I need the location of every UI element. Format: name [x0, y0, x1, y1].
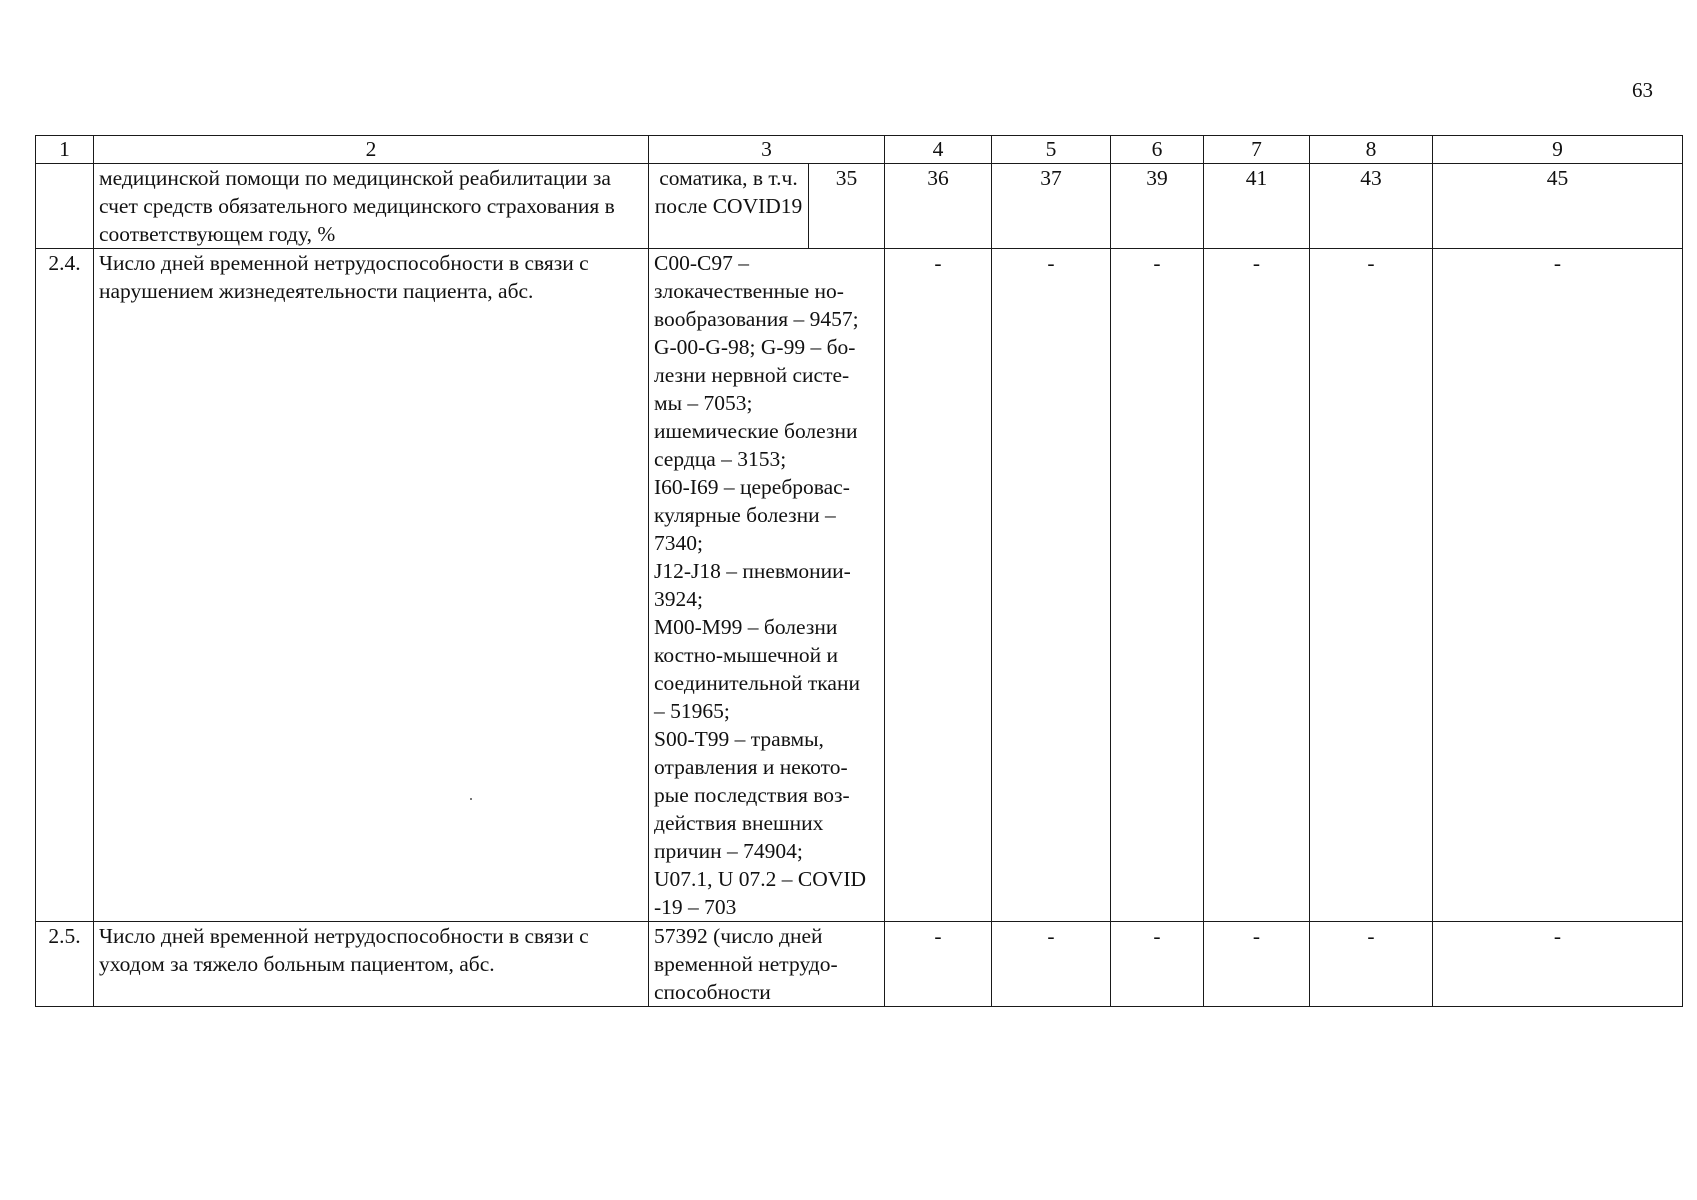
value-cell: -	[885, 249, 992, 922]
indicator-condition: соматика, в т.ч. после COVID19	[649, 164, 809, 249]
row-number: 2.5.	[36, 922, 94, 1007]
row-number	[36, 164, 94, 249]
indicator-name: Число дней временной нетрудоспособности в связи с уходом за тяжело больным пациентом, абс.	[94, 922, 649, 1007]
value-cell: 45	[1433, 164, 1683, 249]
base-value: 35	[809, 164, 885, 249]
header-cell: 1	[36, 136, 94, 164]
value-cell: -	[1204, 922, 1310, 1007]
value-cell: -	[992, 249, 1111, 922]
value-cell: -	[885, 922, 992, 1007]
page-number: 63	[1632, 78, 1653, 102]
header-cell: 5	[992, 136, 1111, 164]
header-cell: 9	[1433, 136, 1683, 164]
value-cell: -	[1310, 249, 1433, 922]
indicator-condition: С00-С97 – злокачественные но- вообразования – 9457; G-00-G-98; G-99 – бо- лезни нервной систе- мы – 7053; ишемические болезни сердца – 3153; I60-I69 – цереброваc- кулярные болезни – 7340; J12-J18 – пневмонии- 3924; М00-М99 – болезни костно-мышечной и соединительной ткани – 51965; S00-Т99 – травмы, отравления и некото- рые последствия воз- действия внешних причин – 74904; U07.1, U 07.2 – COVID -19 – 703	[649, 249, 885, 922]
value-cell: 39	[1111, 164, 1204, 249]
value-cell: -	[1111, 249, 1204, 922]
header-cell: 7	[1204, 136, 1310, 164]
value-cell: -	[1111, 922, 1204, 1007]
indicator-name: медицинской помощи по медицинской реабилитации за счет средств обязательного медицинского страхования в соответствующем году, %	[94, 164, 649, 249]
header-cell: 2	[94, 136, 649, 164]
indicator-condition: 57392 (число дней временной нетрудо- способности	[649, 922, 885, 1007]
value-cell: 37	[992, 164, 1111, 249]
header-cell: 4	[885, 136, 992, 164]
value-cell: -	[992, 922, 1111, 1007]
table-row	[36, 922, 1683, 1007]
indicators-table	[35, 135, 1683, 1007]
row-number: 2.4.	[36, 249, 94, 922]
value-cell: 36	[885, 164, 992, 249]
value-cell: -	[1433, 922, 1683, 1007]
table-row	[36, 164, 1683, 249]
table-header-row	[36, 136, 1683, 164]
scan-speck	[470, 798, 472, 800]
header-cell: 6	[1111, 136, 1204, 164]
value-cell: 41	[1204, 164, 1310, 249]
header-cell: 3	[649, 136, 885, 164]
header-cell: 8	[1310, 136, 1433, 164]
value-cell: -	[1310, 922, 1433, 1007]
value-cell: 43	[1310, 164, 1433, 249]
value-cell: -	[1204, 249, 1310, 922]
indicator-name: Число дней временной нетрудоспособности в связи с нарушением жизнедеятельности пациента, абс.	[94, 249, 649, 922]
value-cell: -	[1433, 249, 1683, 922]
table-row	[36, 249, 1683, 922]
